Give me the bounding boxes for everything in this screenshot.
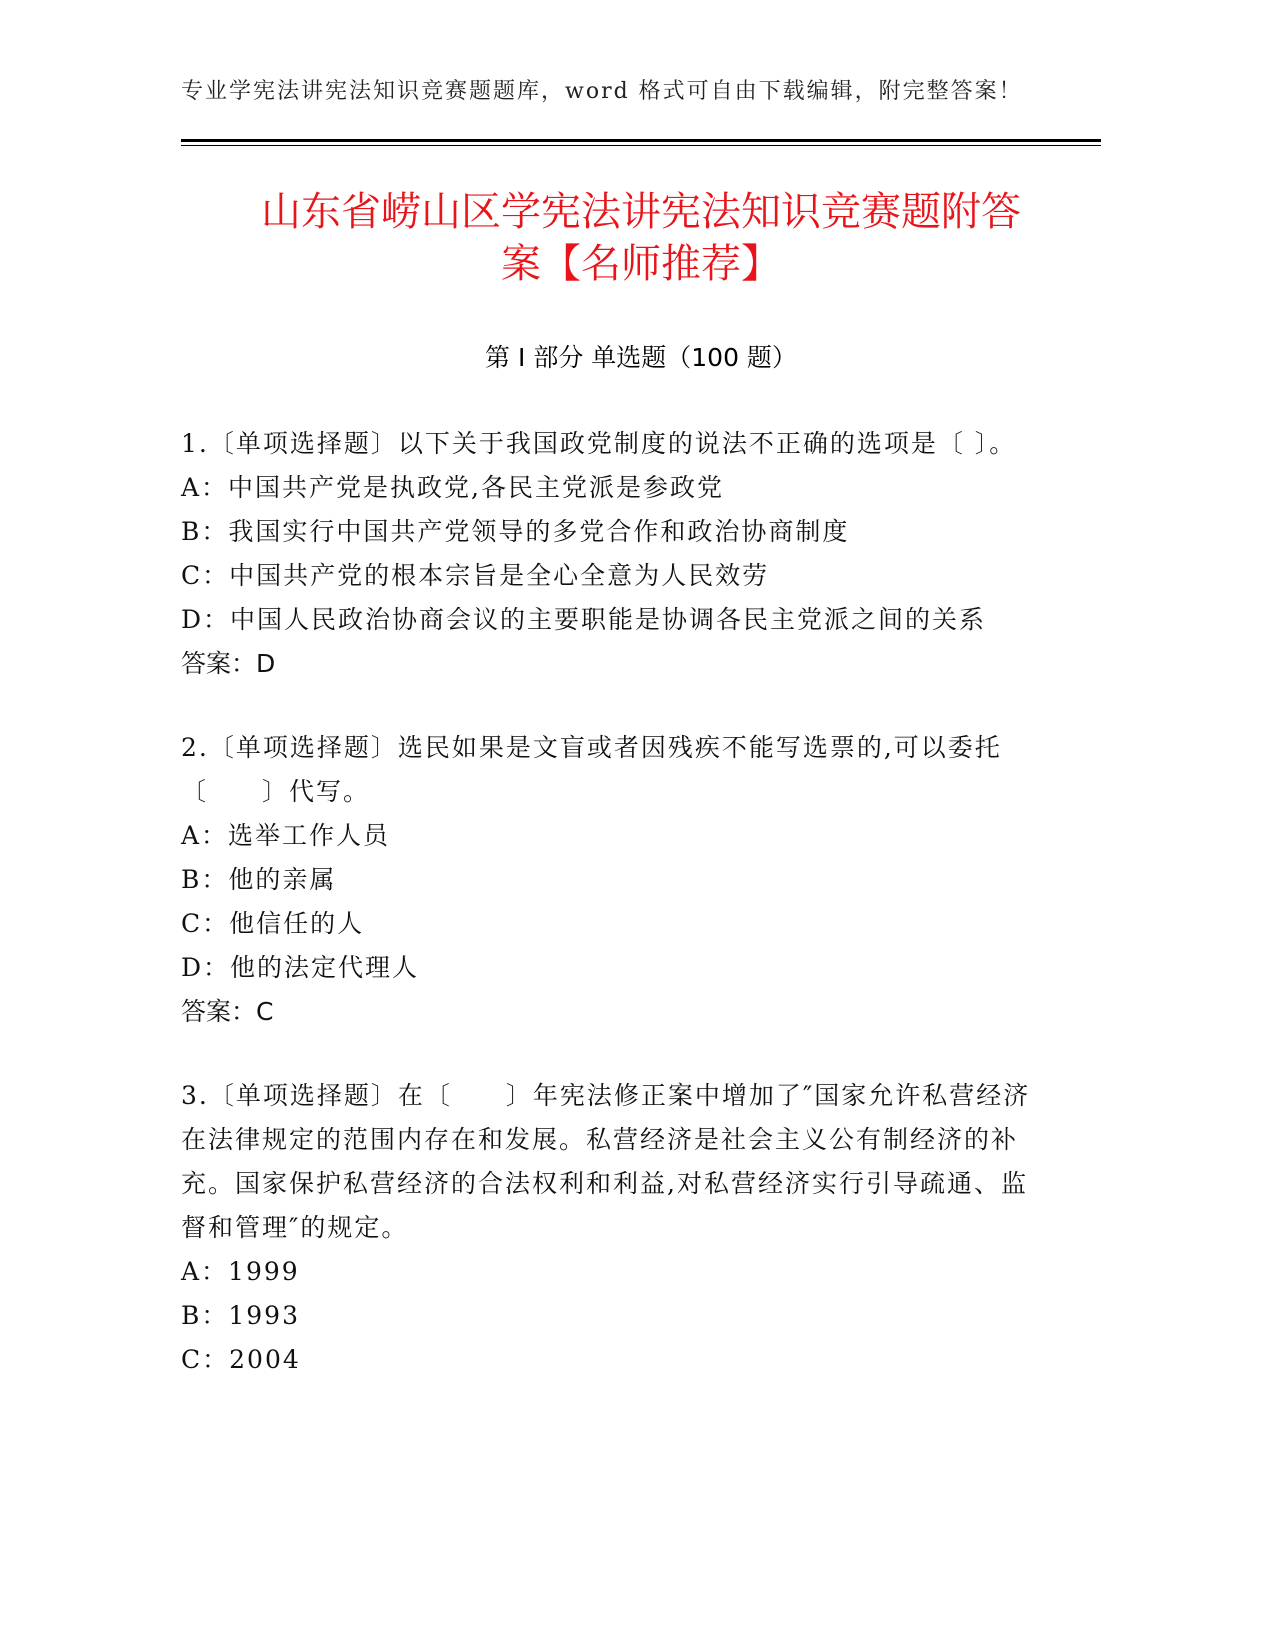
- option-b: B：1993: [181, 1301, 300, 1330]
- option-a: A：中国共产党是执政党,各民主党派是参政党: [181, 473, 725, 502]
- document-title-line-2: 案【名师推荐】: [501, 241, 781, 287]
- option-b: B：我国实行中国共产党领导的多党合作和政治协商制度: [181, 517, 850, 546]
- header-divider-thin: [181, 145, 1101, 146]
- option-d: D：中国人民政治协商会议的主要职能是协调各民主党派之间的关系: [181, 605, 987, 634]
- option-d: D：他的法定代理人: [181, 953, 420, 982]
- option-b: B：他的亲属: [181, 865, 337, 894]
- question-stem: 3.〔单项选择题〕在〔 〕年宪法修正案中增加了″国家允许私营经济在法律规定的范围内存在和发展。私营经济是社会主义公有制经济的补充。国家保护私营经济的合法权利和利益,对私营经济实行引导疏通、监督和管理″的规定。: [181, 1081, 1031, 1242]
- document-title-line-1: 山东省崂山区学宪法讲宪法知识竞赛题附答: [261, 189, 1021, 235]
- question-3: [181, 1074, 1041, 1382]
- question-stem: 2.〔单项选择题〕选民如果是文盲或者因残疾不能写选票的,可以委托〔 〕代写。: [181, 733, 1002, 806]
- option-c: C：他信任的人: [181, 909, 365, 938]
- question-list: [181, 422, 1041, 1422]
- section-title: 第 I 部分 单选题（100 题）: [485, 343, 797, 372]
- option-c: C：2004: [181, 1345, 301, 1374]
- document-title: [181, 186, 1101, 290]
- question-2: [181, 726, 1041, 1034]
- option-c: C：中国共产党的根本宗旨是全心全意为人民效劳: [181, 561, 770, 590]
- option-a: A：选举工作人员: [181, 821, 391, 850]
- page-header-text: 专业学宪法讲宪法知识竞赛题题库，word 格式可自由下载编辑，附完整答案！: [181, 79, 1023, 104]
- question-1: [181, 422, 1041, 686]
- option-a: A：1999: [181, 1257, 300, 1286]
- answer-line: 答案：C: [181, 997, 274, 1026]
- answer-line: 答案：D: [181, 649, 276, 678]
- question-stem: 1.〔单项选择题〕以下关于我国政党制度的说法不正确的选项是〔 〕。: [181, 429, 1017, 458]
- header-divider-thick: [181, 139, 1101, 142]
